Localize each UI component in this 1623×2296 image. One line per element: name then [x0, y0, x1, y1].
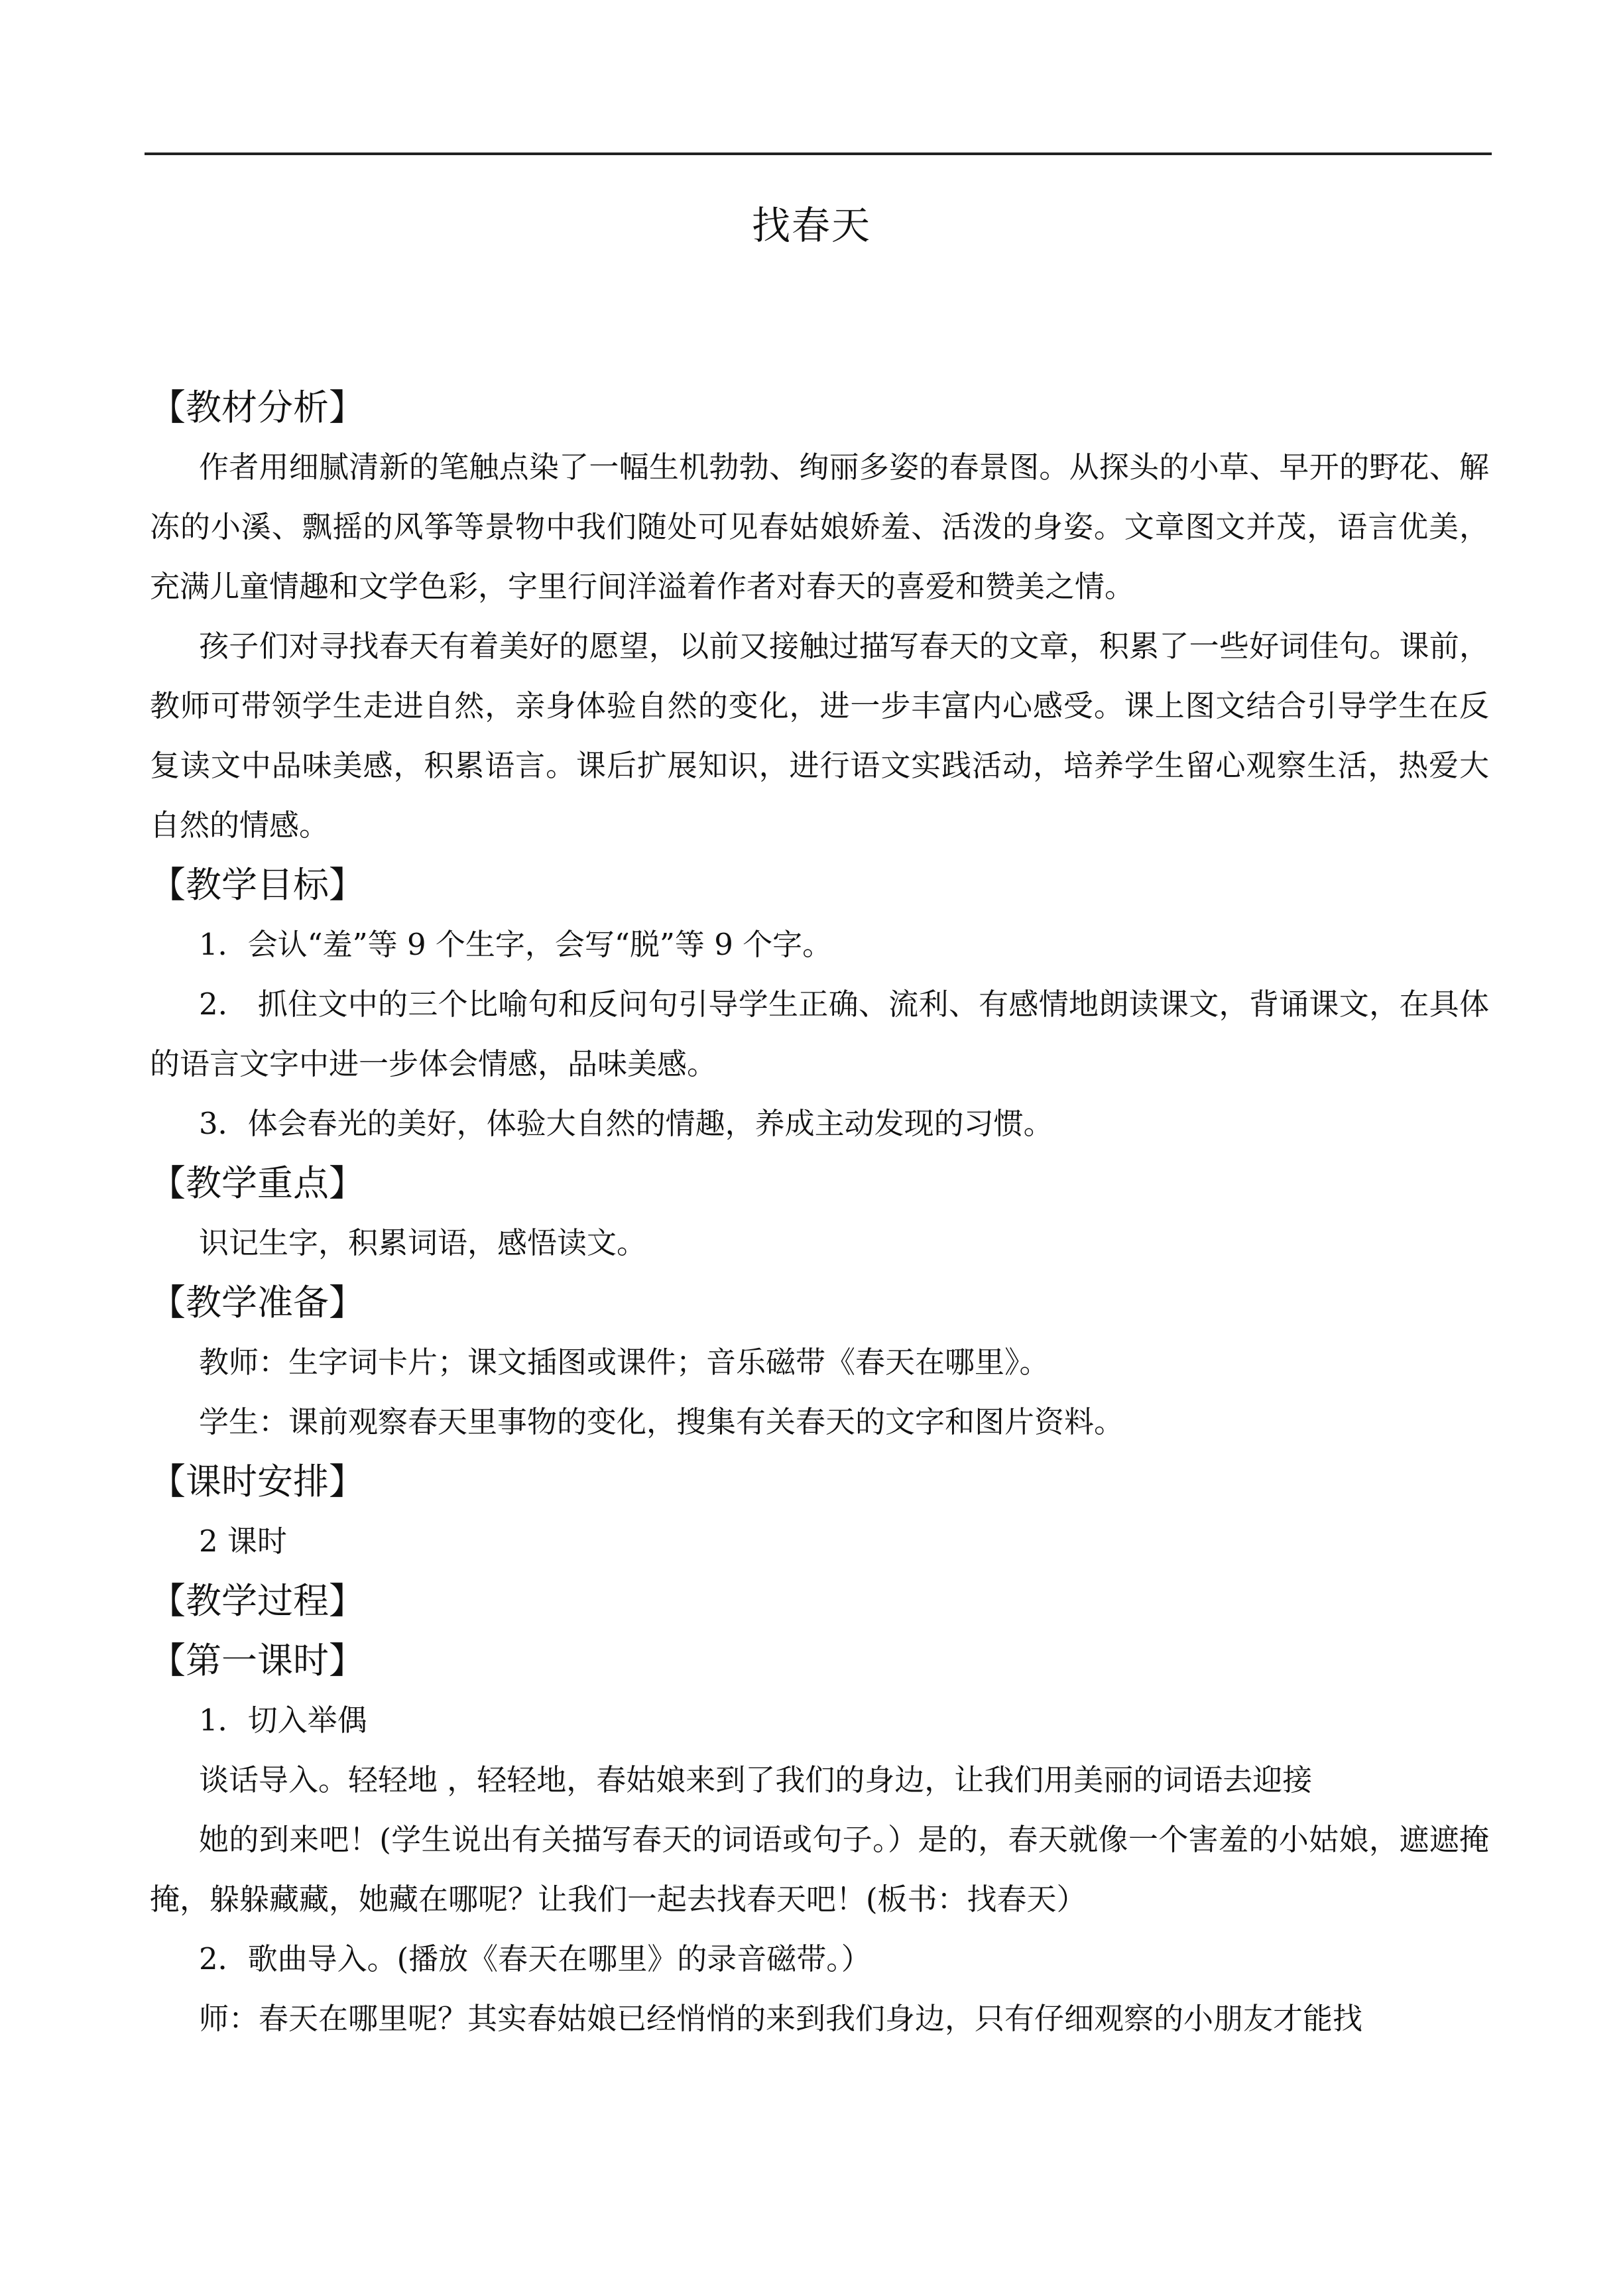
prep-teacher: 教师：生字词卡片；课文插图或课件；音乐磁带《春天在哪里》。	[199, 1345, 1050, 1380]
lesson1-step1-line2: 她的到来吧！(学生说出有关描写春天的词语或句子。）是的，春天就像一个害羞的小姑娘，遮遮掩掩，躲躲藏藏，她藏在哪呢？让我们一起去找春天吧！(板书：找春天）	[150, 1822, 1489, 1917]
prep-student: 学生：课前观察春天里事物的变化，搜集有关春天的文字和图片资料。	[199, 1404, 1124, 1439]
goal-item-1: 1．会认“羞”等 9 个生字，会写“脱”等 9 个字。	[199, 927, 833, 962]
analysis-paragraph-2: 孩子们对寻找春天有着美好的愿望，以前又接触过描写春天的文章，积累了一些好词佳句。课前，教师可带领学生走进自然，亲身体验自然的变化，进一步丰富内心感受。课上图文结合引导学生在反复读文中品味美感，积累语言。课后扩展知识，进行语文实践活动，培养学生留心观察生活，热爱大自然的情感。	[150, 629, 1489, 843]
goal-item-3: 3．体会春光的美好，体验大自然的情趣，养成主动发现的习惯。	[199, 1106, 1053, 1141]
section-heading-goals: 【教学目标】	[150, 864, 365, 906]
lesson1-step1-title: 1．切入举偶	[199, 1703, 367, 1738]
section-heading-lesson1: 【第一课时】	[150, 1640, 365, 1681]
analysis-paragraph-1: 作者用细腻清新的笔触点染了一幅生机勃勃、绚丽多姿的春景图。从探头的小草、早开的野花、解冻的小溪、飘摇的风筝等景物中我们随处可见春姑娘娇羞、活泼的身姿。文章图文并茂，语言优美，充满儿童情趣和文学色彩，字里行间洋溢着作者对春天的喜爱和赞美之情。	[150, 450, 1489, 604]
goal-item-2: 2． 抓住文中的三个比喻句和反问句引导学生正确、流利、有感情地朗读课文，背诵课文，在具体的语言文字中进一步体会情感，品味美感。	[150, 987, 1489, 1081]
section-heading-schedule: 【课时安排】	[150, 1461, 365, 1502]
document-body	[150, 378, 1489, 2049]
section-heading-focus: 【教学重点】	[150, 1162, 365, 1204]
lesson1-step1-line1: 谈话导入。轻轻地 ，轻轻地，春姑娘来到了我们的身边，让我们用美丽的词语去迎接	[199, 1762, 1313, 1797]
section-heading-prep: 【教学准备】	[150, 1282, 365, 1323]
schedule-text: 2 课时	[199, 1524, 287, 1559]
section-heading-process: 【教学过程】	[150, 1580, 365, 1622]
lesson1-step2-title: 2．歌曲导入。(播放《春天在哪里》的录音磁带。）	[199, 1941, 871, 1976]
focus-text: 识记生字，积累词语，感悟读文。	[199, 1225, 647, 1260]
document-title: 找春天	[751, 203, 871, 248]
lesson1-step2-text: 师：春天在哪里呢？其实春姑娘已经悄悄的来到我们身边，只有仔细观察的小朋友才能找	[199, 2001, 1363, 2036]
section-heading-analysis: 【教材分析】	[150, 387, 365, 428]
header-rule	[145, 152, 1492, 155]
